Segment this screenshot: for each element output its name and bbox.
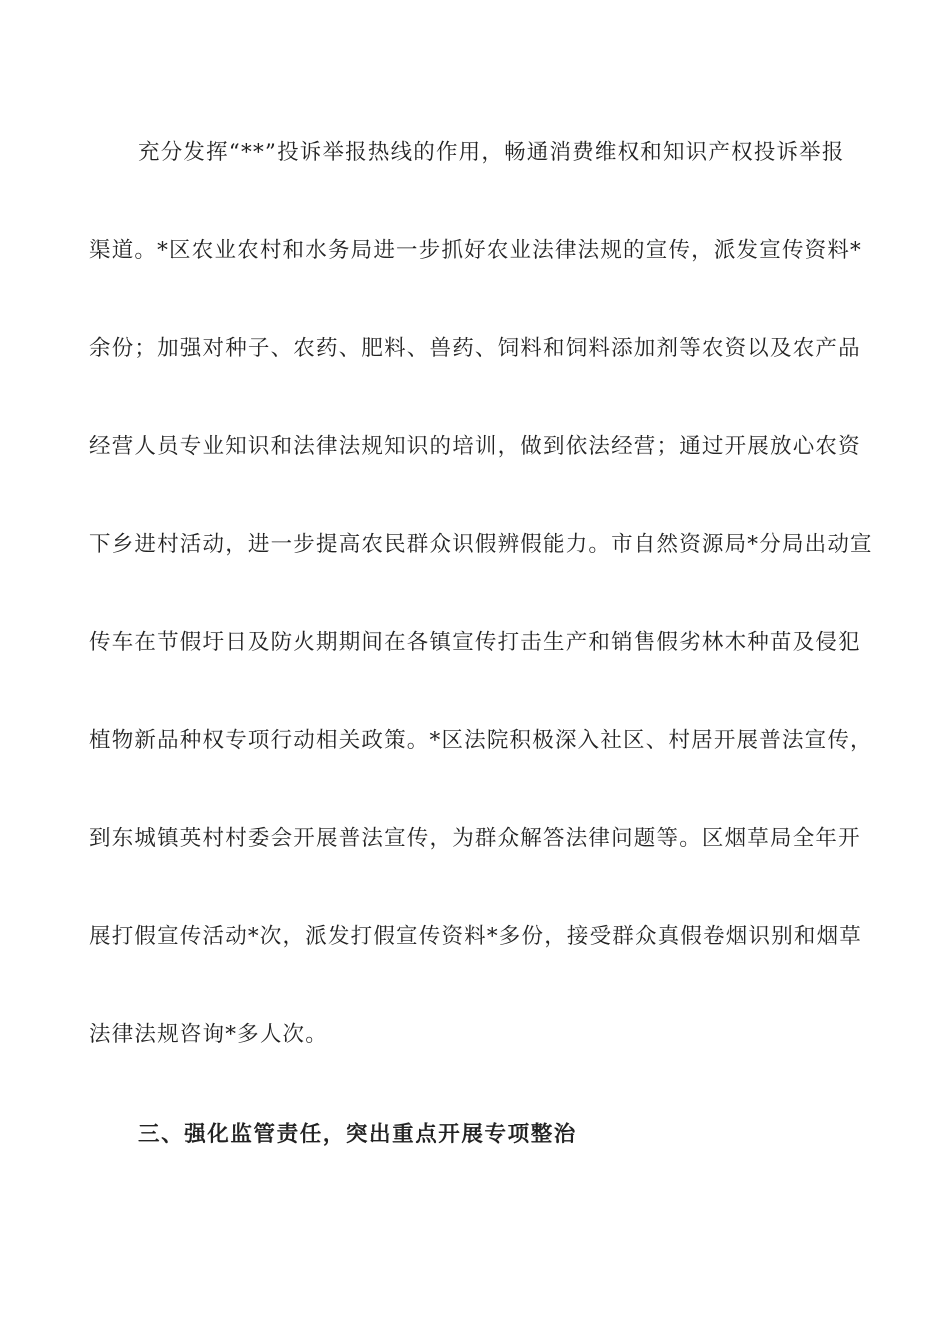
paragraph-line-2: 渠道。*区农业农村和水务局进一步抓好农业法律法规的宣传，派发宣传资料*	[89, 238, 863, 263]
paragraph-line-5: 下乡进村活动，进一步提高农民群众识假辨假能力。市自然资源局*分局出动宣	[89, 532, 873, 557]
paragraph-line-9: 展打假宣传活动*次，派发打假宣传资料*多份，接受群众真假卷烟识别和烟草	[89, 924, 863, 949]
paragraph-line-3: 余份；加强对种子、农药、肥料、兽药、饲料和饲料添加剂等农资以及农产品	[89, 336, 861, 361]
paragraph-line-1: 充分发挥“**”投诉举报热线的作用，畅通消费维权和知识产权投诉举报	[138, 140, 845, 165]
paragraph-line-10: 法律法规咨询*多人次。	[89, 1022, 328, 1047]
paragraph-line-8: 到东城镇英村村委会开展普法宣传，为群众解答法律问题等。区烟草局全年开	[89, 826, 861, 851]
paragraph-line-7: 植物新品种权专项行动相关政策。*区法院积极深入社区、村居开展普法宣传，	[89, 728, 873, 753]
paragraph-line-6: 传车在节假圩日及防火期期间在各镇宣传打击生产和销售假劣林木种苗及侵犯	[89, 630, 861, 655]
section-heading: 三、强化监管责任，突出重点开展专项整治	[138, 1122, 577, 1147]
paragraph-line-4: 经营人员专业知识和法律法规知识的培训，做到依法经营；通过开展放心农资	[89, 434, 861, 459]
